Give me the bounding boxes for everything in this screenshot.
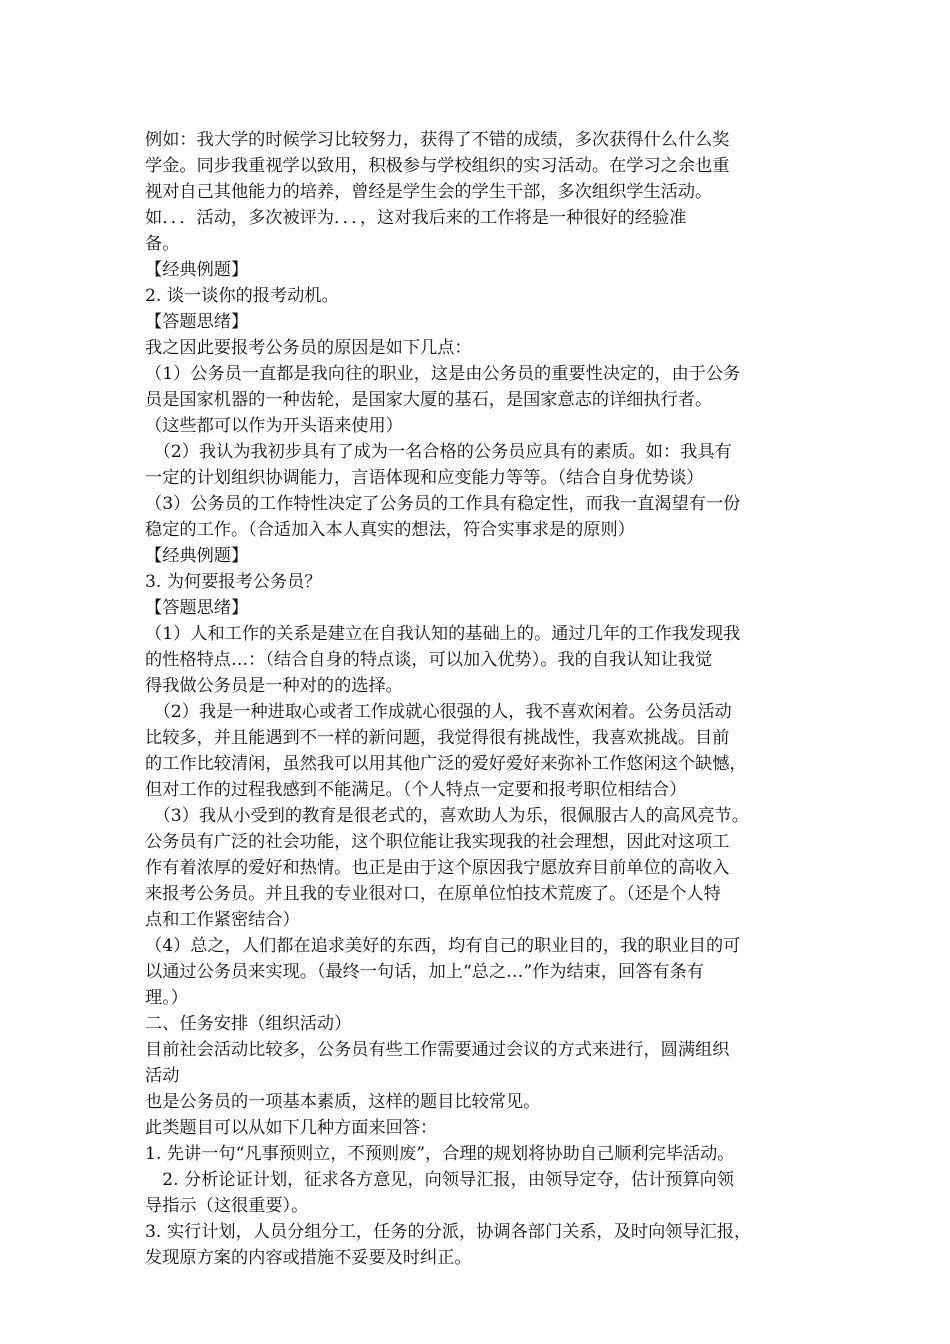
text-line: 目前社会活动比较多，公务员有些工作需要通过会议的方式来进行，圆满组织 xyxy=(145,1040,730,1060)
text-line: 发现原方案的内容或措施不妥要及时纠正。 xyxy=(145,1248,472,1268)
text-line: 得我做公务员是一种对的的选择。 xyxy=(145,676,403,696)
text-line: （3）公务员的工作特性决定了公务员的工作具有稳定性，而我一直渴望有一份 xyxy=(145,494,741,514)
text-line: 【答题思绪】 xyxy=(145,312,249,332)
text-line: 的性格特点…：（结合自身的特点谈，可以加入优势）。我的自我认知让我觉 xyxy=(145,650,713,670)
text-line: 【经典例题】 xyxy=(145,546,249,566)
text-line: 点和工作紧密结合） xyxy=(145,910,300,930)
text-line: 理。） xyxy=(145,988,188,1008)
text-line: （1）公务员一直都是我向往的职业，这是由公务员的重要性决定的，由于公务 xyxy=(145,364,741,384)
text-line: 活动 xyxy=(145,1066,180,1086)
text-line: 的工作比较清闲，虽然我可以用其他广泛的爱好爱好来弥补工作悠闲这个缺憾， xyxy=(145,754,747,774)
text-line: （这些都可以作为开头语来使用） xyxy=(145,416,403,436)
text-line: 3. 为何要报考公务员？ xyxy=(145,572,322,592)
text-line: 一定的计划组织协调能力，言语体现和应变能力等等。（结合自身优势谈） xyxy=(145,468,704,488)
text-line: （4）总之，人们都在追求美好的东西，均有自己的职业目的，我的职业目的可 xyxy=(145,936,741,956)
text-line: 【经典例题】 xyxy=(145,260,249,280)
text-line: （2）我是一种进取心或者工作成就心很强的人，我不喜欢闲着。公务员活动 xyxy=(145,702,732,722)
text-line: （3）我从小受到的教育是很老式的，喜欢助人为乐，很佩服古人的高风亮节。 xyxy=(145,806,749,826)
text-line: 我之因此要报考公务员的原因是如下几点： xyxy=(145,338,472,358)
text-line: 备。 xyxy=(145,234,180,254)
text-line: 作有着浓厚的爱好和热情。也正是由于这个原因我宁愿放弃目前单位的高收入 xyxy=(145,858,730,878)
text-line: 此类题目可以从如下几种方面来回答： xyxy=(145,1118,438,1138)
text-line: 比较多，并且能遇到不一样的新问题，我觉得很有挑战性，我喜欢挑战。目前 xyxy=(145,728,730,748)
text-line: 但对工作的过程我感到不能满足。（个人特点一定要和报考职位相结合） xyxy=(145,780,687,800)
document-body xyxy=(145,127,815,1271)
text-line: 二、任务安排（组织活动） xyxy=(145,1014,352,1034)
text-line: 以通过公务员来实现。（最终一句话，加上“总之…”作为结束，回答有条有 xyxy=(145,962,704,982)
text-line: 也是公务员的一项基本素质，这样的题目比较常见。 xyxy=(145,1092,541,1112)
text-line: 3. 实行计划，人员分组分工，任务的分派，协调各部门关系，及时向领导汇报， xyxy=(145,1222,752,1242)
text-line: 稳定的工作。（合适加入本人真实的想法，符合实事求是的原则） xyxy=(145,520,635,540)
text-line: 导指示（这很重要）。 xyxy=(145,1196,309,1216)
text-line: 公务员有广泛的社会功能，这个职位能让我实现我的社会理想，因此对这项工 xyxy=(145,832,730,852)
text-line: 视对自己其他能力的培养，曾经是学生会的学生干部，多次组织学生活动。 xyxy=(145,182,713,202)
text-line: 学金。同步我重视学以致用，积极参与学校组织的实习活动。在学习之余也重 xyxy=(145,156,730,176)
text-line: （1）人和工作的关系是建立在自我认知的基础上的。通过几年的工作我发现我 xyxy=(145,624,741,644)
text-line: 例如：我大学的时候学习比较努力，获得了不错的成绩，多次获得什么什么奖 xyxy=(145,130,730,150)
text-line: 如．．．活动，多次被评为．．．，这对我后来的工作将是一种很好的经验准 xyxy=(145,208,687,228)
text-line: 1. 先讲一句“凡事预则立，不预则废”，合理的规划将协助自己顺利完毕活动。 xyxy=(145,1144,735,1164)
text-line: 2. 分析论证计划，征求各方意见，向领导汇报，由领导定夺，估计预算向领 xyxy=(145,1170,735,1190)
text-line: 员是国家机器的一种齿轮，是国家大厦的基石，是国家意志的详细执行者。 xyxy=(145,390,713,410)
text-line: 来报考公务员。并且我的专业很对口，在原单位怕技术荒废了。（还是个人特 xyxy=(145,884,721,904)
text-line: 2. 谈一谈你的报考动机。 xyxy=(145,286,339,306)
text-line: 【答题思绪】 xyxy=(145,598,249,618)
text-line: （2）我认为我初步具有了成为一名合格的公务员应具有的素质。如：我具有 xyxy=(145,442,732,462)
